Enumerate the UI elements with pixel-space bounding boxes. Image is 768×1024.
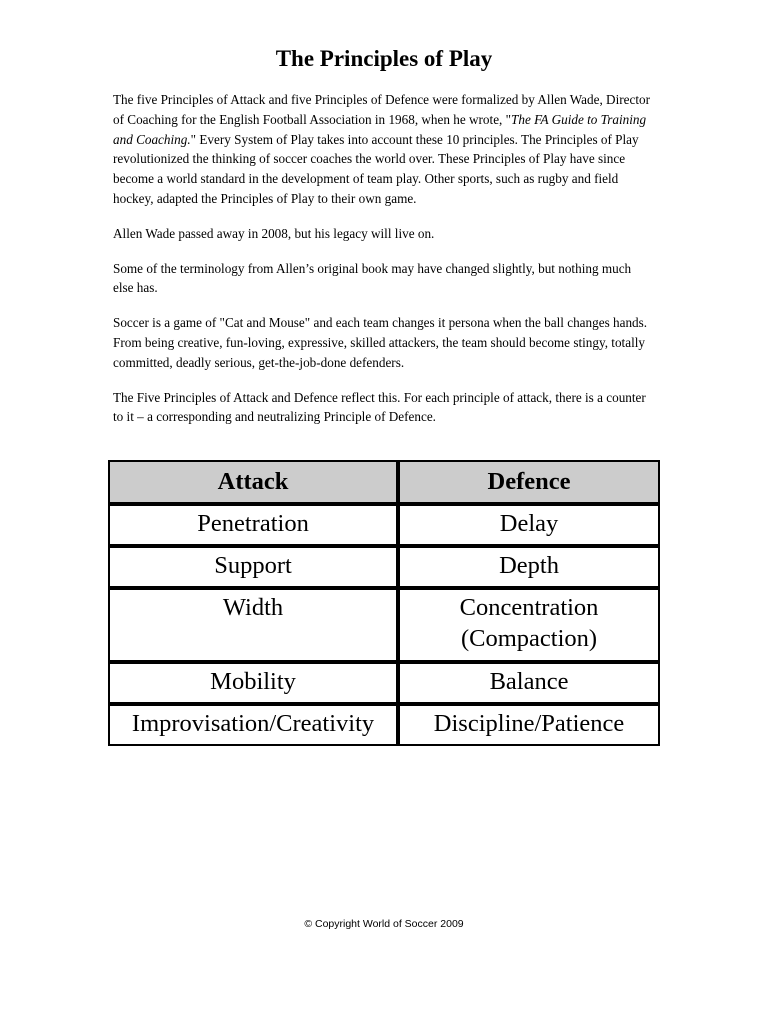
attack-cell: Mobility [108,662,398,704]
defence-cell: Depth [398,546,660,588]
paragraph-intro-text-1: The five Principles of Attack and five Principles of Defence were formalized by Allen Wade, Director of Coaching for the English Football Association in 1968, when he wrote, " [113,92,650,127]
table-row [108,588,660,662]
header-attack: Attack [108,460,398,504]
paragraph-principles-reflect: The Five Principles of Attack and Defence reflect this. For each principle of attack, there is a counter to it – a corresponding and neutralizing Principle of Defence. [113,389,646,425]
table-row [108,546,660,588]
attack-cell: Penetration [108,504,398,546]
defence-cell: Concentration (Compaction) [398,588,660,662]
paragraph-legacy: Allen Wade passed away in 2008, but his legacy will live on. [113,225,435,241]
paragraph-terminology: Some of the terminology from Allen’s original book may have changed slightly, but nothing much else has. [113,260,632,296]
paragraph-cat-and-mouse: Soccer is a game of "Cat and Mouse" and each team changes it persona when the ball changes hands. From being creative, fun-loving, expressive, skilled attackers, the team should become stingy, totally committed, deadly serious, get-the-job-done defenders. [113,315,648,370]
table-row [108,704,660,746]
header-defence: Defence [398,460,660,504]
document-body [113,90,653,442]
page-title: The Principles of Play [275,46,493,71]
defence-cell: Balance [398,662,660,704]
table-row [108,504,660,546]
defence-cell: Delay [398,504,660,546]
defence-cell: Discipline/Patience [398,704,660,746]
attack-cell: Support [108,546,398,588]
paragraph-intro-text-2: " Every System of Play takes into account these 10 principles. The Principles of Play revolutionized the thinking of soccer coaches the world over. These Principles of Play have since become a world standard in the development of team play. Other sports, such as rugby and field hockey, adapted the Principles of Play to their own game. [113,131,639,206]
table-row [108,662,660,704]
paragraph-intro [113,90,653,209]
principles-table [108,460,660,746]
copyright-footer: © Copyright World of Soccer 2009 [304,918,464,930]
attack-cell: Improvisation/Creativity [108,704,398,746]
attack-cell: Width [108,588,398,662]
table-header-row [108,460,660,504]
book-title: The FA Guide to Training and Coaching. [113,111,647,147]
